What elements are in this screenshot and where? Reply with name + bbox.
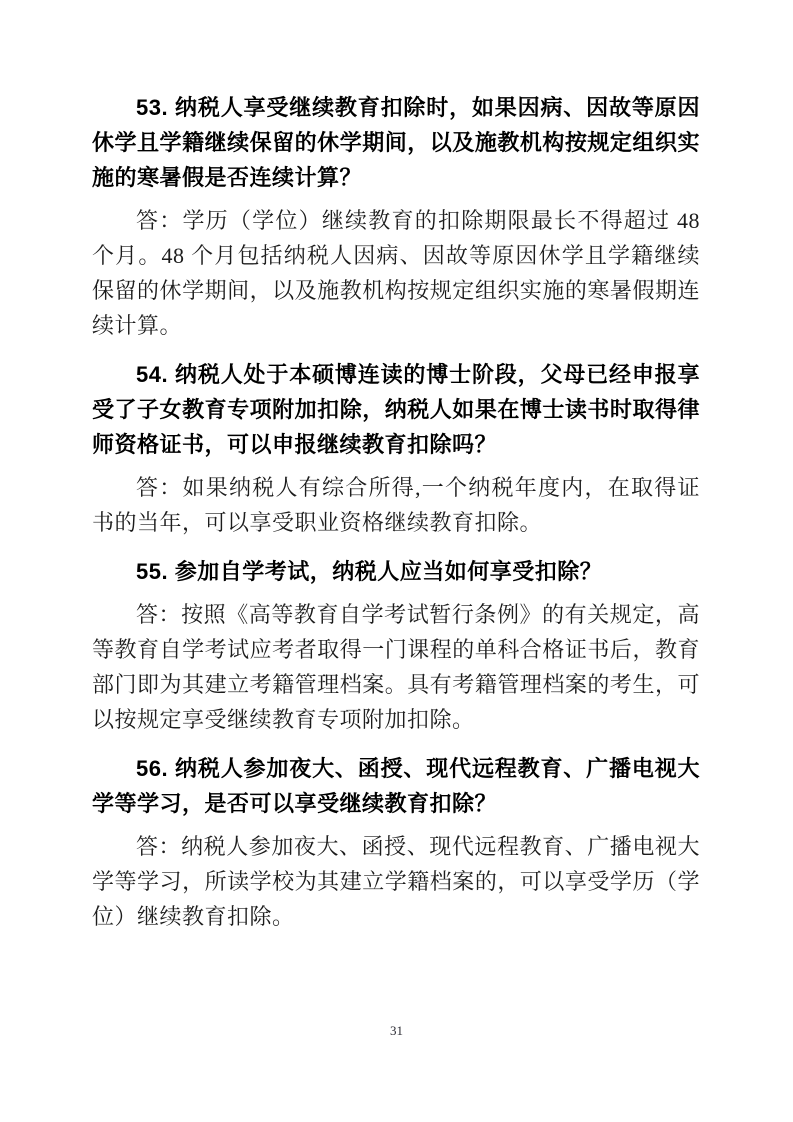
qa-item-56 [92,751,700,934]
qa-item-54 [92,357,700,540]
answer-53: 答：学历（学位）继续教育的扣除期限最长不得超过 48 个月。48 个月包括纳税人因病、因故等原因休学且学籍继续保留的休学期间，以及施教机构按规定组织实施的寒暑假期连续计算。 [92,208,700,338]
answer-56: 答：纳税人参加夜大、函授、现代远程教育、广播电视大学等学习，所读学校为其建立学籍档案的，可以享受学历（学位）继续教育扣除。 [92,834,700,929]
question-54: 54. 纳税人处于本硕博连读的博士阶段，父母已经申报享受了子女教育专项附加扣除，纳税人如果在博士读书时取得律师资格证书，可以申报继续教育扣除吗？ [92,362,700,457]
qa-item-55 [92,554,700,737]
question-55: 55. 参加自学考试，纳税人应当如何享受扣除？ [136,559,603,584]
question-56: 56. 纳税人参加夜大、函授、现代远程教育、广播电视大学等学习，是否可以享受继续教育扣除？ [92,756,700,816]
page-number: 31 [390,1023,403,1038]
answer-54: 答：如果纳税人有综合所得,一个纳税年度内，在取得证书的当年，可以享受职业资格继续教育扣除。 [92,475,700,535]
qa-item-53 [92,90,700,343]
answer-55: 答：按照《高等教育自学考试暂行条例》的有关规定，高等教育自学考试应考者取得一门课程的单科合格证书后，教育部门即为其建立考籍管理档案。具有考籍管理档案的考生，可以按规定享受继续教育专项附加扣除。 [92,602,700,732]
question-53: 53. 纳税人享受继续教育扣除时，如果因病、因故等原因休学且学籍继续保留的休学期间，以及施教机构按规定组织实施的寒暑假是否连续计算？ [92,95,700,190]
document-body [92,90,700,934]
page-footer [0,1022,793,1040]
